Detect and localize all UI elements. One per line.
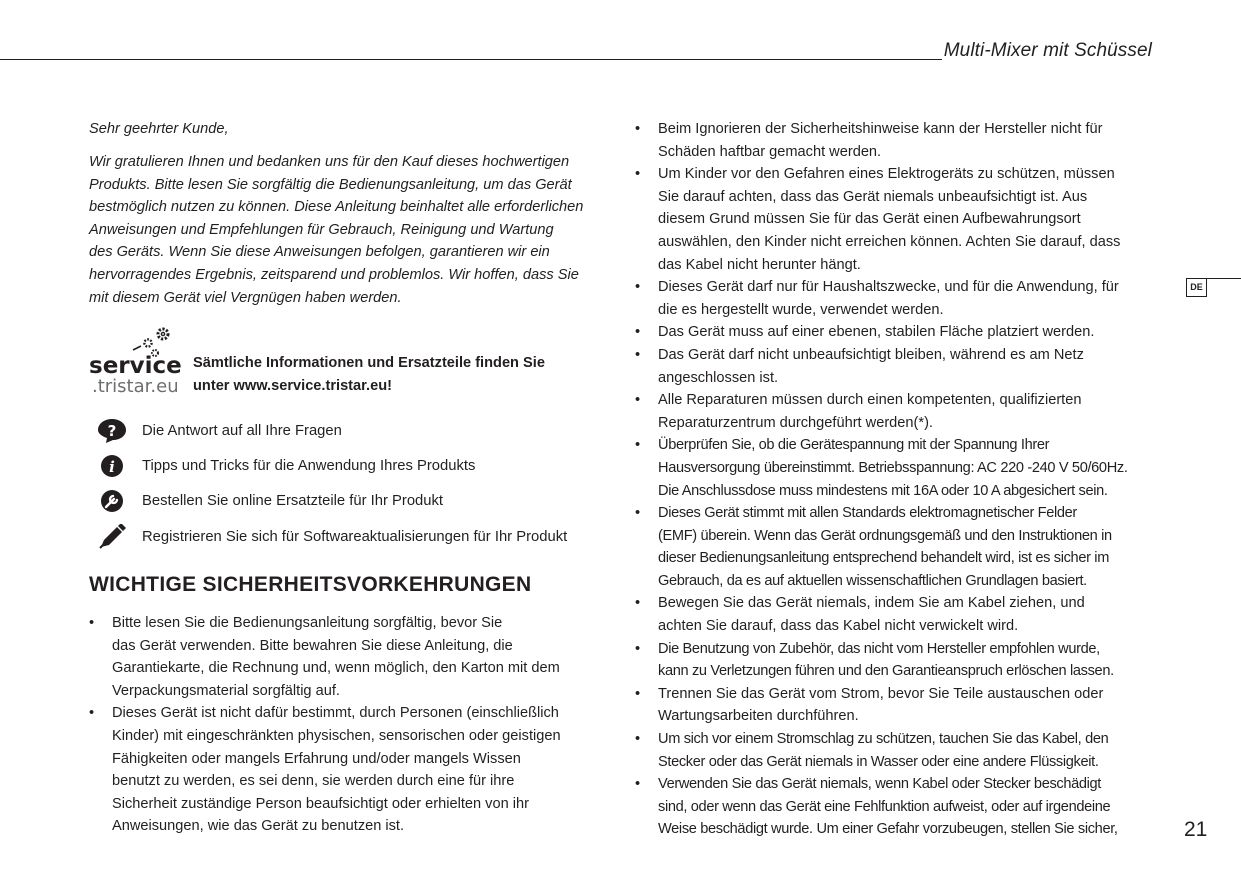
intro-paragraph bbox=[89, 151, 604, 309]
feature-tips: Tipps und Tricks für die Anwendung Ihres Produkts bbox=[142, 458, 476, 474]
intro-line: des Geräts. Wenn Sie diese Anweisungen befolgen, garantieren wir ein bbox=[89, 244, 550, 261]
question-icon bbox=[97, 418, 127, 444]
list-item-text: Bewegen Sie das Gerät niemals, indem Sie am Kabel ziehen, und achten Sie darauf, dass das Kabel nicht verwickelt wird. bbox=[658, 595, 1085, 635]
list-item-text: Dieses Gerät ist nicht dafür bestimmt, durch Personen (einschließlich Kinder) mit eingeschränkten physischen, sensorischen oder geistigen Fähigkeiten oder mangels Erfahrung und/oder mangels Wissen benutzt zu werden, es sei denn, sie werden durch eine für ihre Sicherheit zuständige Person beaufsichtigt oder erhielten von ihr Anweisungen, wie das Gerät zu benutzen ist. bbox=[112, 705, 561, 835]
list-item-text: Dieses Gerät darf nur für Haushaltszwecke, und für die Anwendung, für die es hergestellt wurde, verwendet werden. bbox=[658, 279, 1119, 318]
list-item-text: Trennen Sie das Gerät vom Strom, bevor Sie Teile austauschen oder Wartungsarbeiten durchführen. bbox=[658, 685, 1104, 725]
list-item-text: Um sich vor einem Stromschlag zu schützen, tauchen Sie das Kabel, den Stecker oder das Gerät niemals in Wasser oder eine andere Flüssigkeit. bbox=[658, 731, 1109, 770]
bullet: • bbox=[635, 685, 641, 702]
intro-line: Anweisungen und Empfehlungen für Gebrauch, Reinigung und Wartung bbox=[89, 221, 554, 238]
list-item bbox=[635, 773, 1158, 841]
bullet: • bbox=[89, 705, 95, 722]
language-tab: DE bbox=[1186, 278, 1207, 297]
list-item bbox=[89, 612, 607, 702]
bullet: • bbox=[635, 437, 641, 454]
svg-text:?: ? bbox=[107, 422, 117, 440]
list-item bbox=[635, 592, 1158, 637]
list-item bbox=[635, 321, 1158, 344]
list-item bbox=[635, 276, 1158, 321]
list-item bbox=[635, 638, 1158, 683]
intro-line: mit diesem Gerät viel Vergnügen haben werden. bbox=[89, 289, 402, 306]
intro-line: Produkts. Bitte lesen Sie sorgfältig die Bedienungsanleitung, um das Gerät bbox=[89, 176, 572, 193]
bullet: • bbox=[635, 640, 641, 657]
pen-icon bbox=[97, 524, 127, 550]
list-item bbox=[635, 728, 1158, 773]
service-info bbox=[193, 352, 593, 397]
list-item bbox=[635, 434, 1158, 502]
intro-line: hervorragendes Ergebnis, zeitsparend und problemlos. Wir hoffen, dass Sie bbox=[89, 266, 579, 283]
svg-text:i: i bbox=[109, 458, 115, 476]
bullet: • bbox=[635, 324, 641, 341]
list-item-text: Um Kinder vor den Gefahren eines Elektrogeräts zu schützen, müssen Sie darauf achten, dass das Gerät niemals unbeaufsichtigt ist. Aus diesem Grund müssen Sie für das Gerät einen Aufbewahrungsort auswählen, den Kinder nicht erreichen können. Achten Sie darauf, dass das Kabel nicht herunter hängt. bbox=[658, 166, 1121, 273]
header-title: Multi-Mixer mit Schüssel bbox=[943, 40, 1152, 61]
list-item-text: Das Gerät muss auf einer ebenen, stabilen Fläche platziert werden. bbox=[658, 324, 1095, 341]
wrench-icon bbox=[97, 488, 127, 514]
bullet: • bbox=[89, 615, 95, 631]
feature-spare-parts: Bestellen Sie online Ersatzteile für Ihr Produkt bbox=[142, 493, 444, 509]
intro-line: Wir gratulieren Ihnen und bedanken uns für den Kauf dieses hochwertigen bbox=[89, 154, 570, 170]
header-rule bbox=[0, 59, 942, 60]
intro-line: bestmöglich nutzen zu können. Diese Anleitung beinhaltet alle erforderlichen bbox=[89, 199, 584, 216]
service-info-line: Sämtliche Informationen und Ersatzteile finden Sie bbox=[193, 355, 545, 371]
bullet: • bbox=[635, 121, 641, 137]
safety-list-right bbox=[635, 118, 1158, 841]
logo-domain: .tristar.eu bbox=[92, 376, 179, 396]
list-item bbox=[89, 702, 607, 838]
bullet: • bbox=[635, 776, 641, 793]
list-item bbox=[635, 389, 1158, 434]
gear-icon bbox=[133, 329, 168, 356]
bullet: • bbox=[635, 346, 641, 363]
logo-word: service bbox=[89, 353, 182, 379]
list-item-text: Alle Reparaturen müssen durch einen kompetenten, qualifizierten Reparaturzentrum durchgeführt werden(*). bbox=[658, 392, 1082, 431]
greeting: Sehr geehrter Kunde, bbox=[89, 121, 229, 137]
service-tristar-logo bbox=[89, 320, 187, 396]
list-item bbox=[635, 344, 1158, 389]
bullet: • bbox=[635, 392, 641, 409]
safety-list-left bbox=[89, 612, 607, 838]
list-item-text: Das Gerät darf nicht unbeaufsichtigt bleiben, während es am Netz angeschlossen ist. bbox=[658, 346, 1084, 386]
list-item bbox=[635, 502, 1158, 592]
service-info-link[interactable]: unter www.service.tristar.eu! bbox=[193, 377, 392, 394]
page-number: 21 bbox=[1184, 818, 1208, 841]
list-item-text: Bitte lesen Sie die Bedienungsanleitung sorgfältig, bevor Sie das Gerät verwenden. Bitte bewahren Sie diese Anleitung, die Garantiekarte, die Rechnung und, wenn möglich, den Karton mit dem Verpackungsmaterial sorgfältig auf. bbox=[112, 615, 560, 699]
feature-software-updates: Registrieren Sie sich für Softwareaktualisierungen für Ihr Produkt bbox=[142, 529, 568, 545]
feature-answers: Die Antwort auf all Ihre Fragen bbox=[142, 423, 342, 439]
list-item-text: Beim Ignorieren der Sicherheitshinweise kann der Hersteller nicht für Schäden haftbar gemacht werden. bbox=[658, 121, 1103, 160]
language-tab-rule bbox=[1206, 278, 1241, 279]
info-icon bbox=[97, 453, 127, 479]
list-item bbox=[635, 118, 1158, 163]
bullet: • bbox=[635, 595, 641, 612]
bullet: • bbox=[635, 505, 641, 522]
section-title: WICHTIGE SICHERHEITSVORKEHRUNGEN bbox=[89, 573, 532, 596]
list-item bbox=[635, 683, 1158, 728]
list-item-text: Überprüfen Sie, ob die Gerätespannung mit der Spannung Ihrer Hausversorgung übereinstimmt. Betriebsspannung: AC 220 -240 V 50/60Hz. Die Anschlussdose muss mindestens mit 16A oder 10 A abgesichert sein. bbox=[658, 437, 1128, 499]
bullet: • bbox=[635, 731, 641, 748]
list-item-text: Verwenden Sie das Gerät niemals, wenn Kabel oder Stecker beschädigt sind, oder wenn das Gerät eine Fehlfunktion aufweist, oder auf irgendeine Weise beschädigt wurde. Um einer Gefahr vorzubeugen, stellen Sie sicher, bbox=[658, 776, 1118, 838]
list-item-text: Die Benutzung von Zubehör, das nicht vom Hersteller empfohlen wurde, kann zu Verletzungen führen und den Garantieanspruch erlöschen lassen. bbox=[658, 640, 1114, 680]
bullet: • bbox=[635, 279, 641, 296]
bullet: • bbox=[635, 166, 641, 183]
list-item-text: Dieses Gerät stimmt mit allen Standards elektromagnetischer Felder (EMF) überein. Wenn das Gerät ordnungsgemäß und den Instruktionen in dieser Bedienungsanleitung entsprechend behandelt wird, ist es sicher im Gebrauch, da es auf aktuellen wissenschaftlichen Grundlagen basiert. bbox=[658, 505, 1112, 589]
list-item bbox=[635, 163, 1158, 276]
